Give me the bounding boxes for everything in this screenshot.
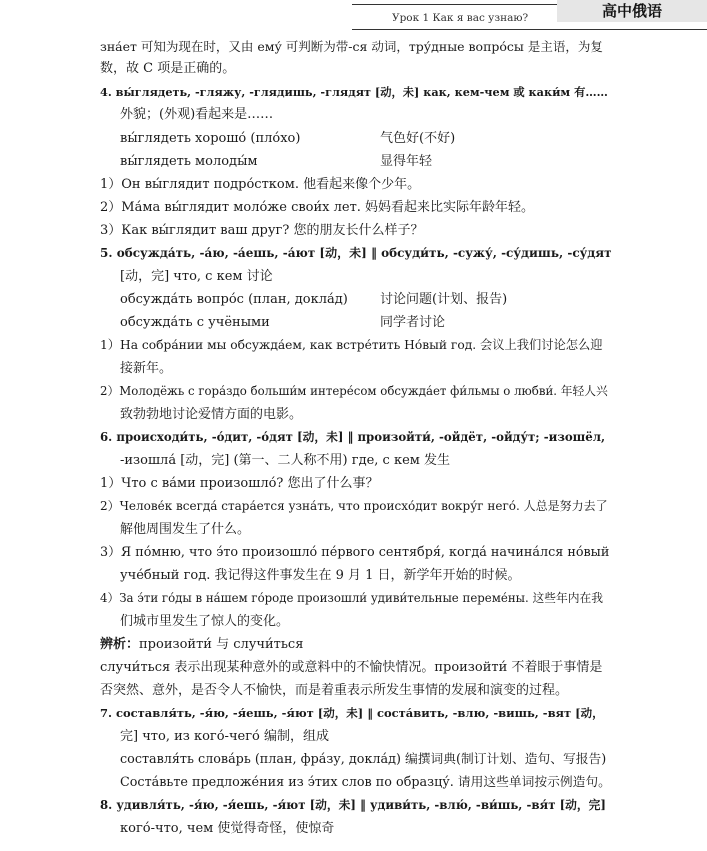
collocation-translation: 气色好(不好) — [380, 131, 456, 146]
text-line: -изошла́ [动，完] (第一、二人称不用) где, с кем 发生 — [120, 453, 451, 468]
example-line: 2）Ма́ма вы́глядит моло́же свои́х лет. 妈妈看起来比实际年龄年轻。 — [100, 200, 535, 215]
text-line: [动，完] что, с кем 讨论 — [120, 269, 273, 284]
analysis-heading: произойти́ 与 случи́ться — [139, 637, 304, 652]
example-line: 们城市里发生了惊人的变化。 — [120, 614, 290, 629]
lesson-title: Урок 1 Как я вас узнаю? — [392, 12, 529, 24]
collocation-translation: 讨论问题(计划、报告) — [380, 292, 508, 307]
example-line: 4）За э́ти го́ды в на́шем го́роде произошли́ удиви́тельные переме́ны. 这些年内在我 — [100, 591, 603, 605]
collocation: вы́глядеть молоды́м — [120, 154, 258, 169]
text-line: кого́-что, чем 使觉得奇怪，使惊奇 — [120, 821, 335, 836]
collocation-translation: 同学者讨论 — [380, 315, 446, 330]
text-line: 外貌；(外观)看起来是…… — [120, 107, 274, 122]
entry-headword: 4. вы́глядеть, -гляжу, -глядишь, -глядят [动，未] как, кем-чем 或 каки́м 有…… — [100, 85, 608, 99]
example-line: 1）Что с ва́ми произошло́? 您出了什么事？ — [100, 476, 379, 491]
text-line: 完] что, из кого́-чего́ 编制，组成 — [120, 729, 330, 744]
example-line: Соста́вьте предложе́ния из э́тих слов по образцу́. 请用这些单词按示例造句。 — [120, 775, 611, 790]
text-line: зна́ет 可知为现在时，又由 ему́ 可判断为带-ся 动词，тру́дные вопро́сы 是主语，为复 — [100, 39, 603, 54]
collocation: обсужда́ть вопро́с (план, докла́д) — [120, 292, 348, 307]
example-line: 解他周围发生了什么。 — [120, 522, 251, 537]
text-line: 否突然、意外，是否令人不愉快，而是着重表示所发生事情的发展和演变的过程。 — [100, 683, 569, 698]
collocation-translation: 显得年轻 — [380, 154, 433, 169]
collocation: составля́ть слова́рь (план, фра́зу, докла́д) 编撰词典(制订计划、造句、写报告) — [120, 752, 607, 767]
example-line: 致勃勃地讨论爱情方面的电影。 — [120, 407, 303, 422]
example-line: 2）Челове́к всегда́ стара́ется узна́ть, что происхо́дит вокру́г него́. 人总是努力去了 — [100, 499, 608, 513]
text-line: случи́ться 表示出现某种意外的或意料中的不愉快情况。произойти́ 不着眼于事情是 — [100, 660, 603, 675]
book-title: 高中俄语 — [601, 1, 662, 20]
entry-headword: 5. обсужда́ть, -а́ю, -а́ешь, -а́ют [动，未] ‖ обсуди́ть, -сужу́, -су́дишь, -су́дят — [100, 246, 612, 260]
entry-headword: 8. удивля́ть, -я́ю, -я́ешь, -я́ют [动，未] ‖ удиви́ть, -влю́, -ви́шь, -вя́т [动，完] — [100, 798, 606, 812]
example-line: 3）Как вы́глядит ваш друг? 您的朋友长什么样子？ — [100, 223, 424, 238]
entry-headword: 6. происходи́ть, -о́дит, -о́дят [动，未] ‖ произойти́, -ойдёт, -ойду́т; -изошёл, — [100, 430, 606, 444]
example-line: 接新年。 — [120, 361, 173, 376]
example-line: 3）Я по́мню, что э́то произошло́ пе́рвого сентября́, когда́ начина́лся но́вый — [100, 545, 610, 560]
analysis-label: 辨析： — [100, 637, 140, 652]
example-line: уче́бный год. 我记得这件事发生在 9 月 1 日，新学年开始的时候。 — [120, 568, 521, 583]
collocation: вы́глядеть хорошо́ (пло́хо) — [120, 131, 301, 146]
example-line: 1）На собра́нии мы обсужда́ем, как встре́тить Но́вый год. 会议上我们讨论怎么迎 — [100, 338, 603, 352]
analysis-line — [100, 636, 303, 653]
example-line: 2）Молодёжь с гора́здо больши́м интере́сом обсужда́ет фи́льмы о любви́. 年轻人兴 — [100, 384, 608, 398]
collocation: обсужда́ть с учёными — [120, 315, 270, 330]
text-line: 数，故 C 项是正确的。 — [100, 61, 236, 76]
entry-headword: 7. составля́ть, -я́ю, -я́ешь, -я́ют [动，未] ‖ соста́вить, -влю, -вишь, -вят [动， — [100, 706, 604, 720]
example-line: 1）Он вы́глядит подро́стком. 他看起来像个少年。 — [100, 177, 421, 192]
